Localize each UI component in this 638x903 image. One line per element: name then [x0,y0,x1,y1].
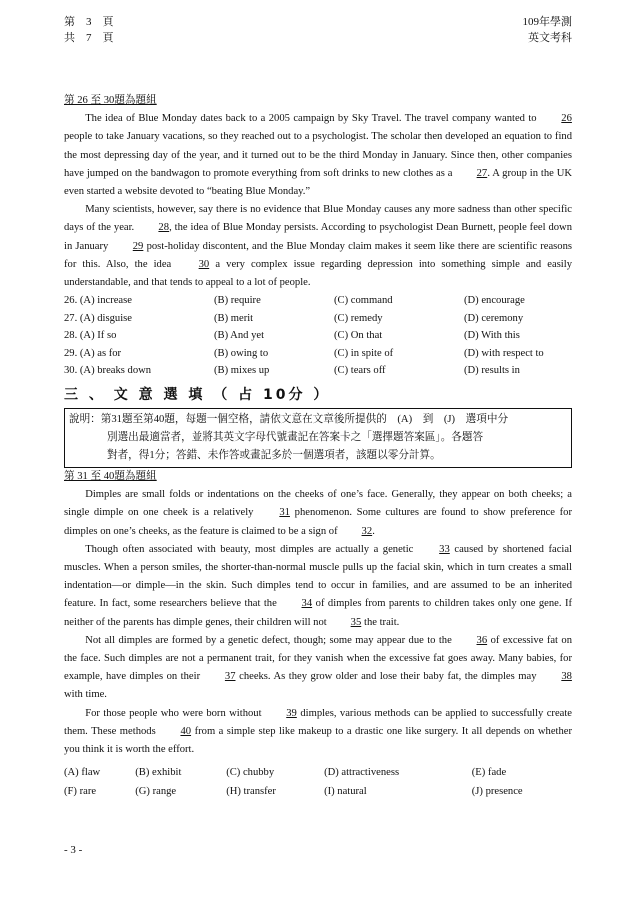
text-segment: Though often associated with beauty, most dimples are actually a genetic [85,543,418,555]
text-segment: Not all dimples are formed by a genetic defect, though; some may appear due to the [85,634,456,646]
option-cell: (C) in spite of [334,347,394,359]
option-cell: (B) mixes up [214,365,270,377]
choice-e: (E) fade [471,767,507,779]
option-cell: (D) ceremony [464,312,524,324]
group-label-26-30: 第 26 至 30題為題組 [64,95,157,106]
passage2-paragraph3 [64,632,572,705]
blank-28: 28 [158,222,170,234]
option-row-26 [64,292,572,310]
blank-26: 26 [561,113,572,125]
blank-31: 31 [279,507,290,519]
choices-row [64,782,572,801]
choice-d: (D) attractiveness [324,767,400,779]
passage2-paragraph2 [64,541,572,632]
passage1-paragraph2 [64,201,572,292]
choice-f: (F) rare [64,786,97,798]
blank-27: 27 [476,167,488,179]
text-segment: Dimples are small folds or indentations on the cheeks of one’s face. Generally, they appear on both cheeks; a single dimple on one cheek is a relatively [64,489,572,519]
instruction-line: 別選出最適當者，並將其英文字母代號畫記在答案卡之「選擇題答案區」。各題答 [107,431,484,443]
option-row-30 [64,362,572,380]
option-row-29 [64,345,572,363]
text-segment: , the idea of Blue Monday persists. According to psychologist Dean Burnett, people feel down in January [64,222,572,252]
text-segment: of excessive fat on the face. Such dimples are not a permanent trait, for they vanish when the excessive fat goes away. Many babies, for example, have dimples on their [64,634,572,683]
option-cell: 27. (A) disguise [64,312,132,324]
text-segment: The idea of Blue Monday dates back to a 2005 campaign by Sky Travel. The travel company wanted to [85,113,540,125]
blank-40: 40 [180,725,192,737]
choice-c: (C) chubby [226,767,275,779]
blank-30: 30 [198,258,210,270]
text-segment: from a simple step like makeup to a drastic one like surgery. It all depends on whether you think it is worth the effort. [64,725,572,755]
text-segment: For those people who were born without [85,707,265,719]
text-segment: . [372,525,375,537]
section-title: 三 、 文 意 選 填 （ 占 10分 ） [64,386,331,403]
option-cell: (B) require [214,295,261,307]
page-info [64,14,114,46]
option-cell: (B) merit [214,312,254,324]
option-cell: (D) encourage [464,295,525,307]
text-segment: with time. [64,689,107,701]
total-pages-label: 共 7 頁 [64,32,114,44]
blank-33: 33 [439,543,450,555]
option-cell: (C) remedy [334,312,383,324]
choices-table-31-40 [64,763,572,801]
text-segment: the trait. [361,616,400,628]
blank-39: 39 [286,707,297,719]
option-cell: 29. (A) as for [64,347,122,359]
option-cell: (B) And yet [214,330,265,342]
option-cell: (B) owing to [214,347,269,359]
option-cell: (C) On that [334,330,383,342]
options-table-26-30 [64,292,572,380]
option-cell: (D) with respect to [464,347,544,359]
text-segment: people to take January vacations, so they reached out to a psychologist. The scholar then developed an equation to find the most depressing day of the year, and it turned out to be the third Monday in January. Since then, other companies have jumped on the bandwagon to promote everything from soft drinks to new clothes as a [64,131,572,179]
text-segment: of dimples from parents to children takes only one gene. If neither of the parents has dimple genes, their children will not [64,598,573,628]
choice-i: (I) natural [324,786,367,798]
exam-info [523,14,573,46]
passage1-paragraph1 [64,110,572,201]
option-cell: (D) results in [464,365,520,377]
option-row-27 [64,310,572,328]
option-cell: (D) With this [464,330,520,342]
choice-j: (J) presence [471,786,523,798]
choice-g: (G) range [135,786,177,798]
choice-h: (H) transfer [226,786,276,798]
text-segment: caused by shortened facial muscles. When a person smiles, the shorter-than-normal muscle pulls up the facial skin, which in turn creates a small indentation—or dimple—in the skin. Such dimples tend to occur in families, and are assumed to be an inherited feature. In fact, some researchers believe that the [64,543,572,610]
page-number-label: 第 3 頁 [64,16,114,28]
instruction-box [64,408,572,468]
blank-35: 35 [350,616,362,628]
passage2-paragraph4 [64,705,572,760]
option-cell: 26. (A) increase [64,295,132,307]
group-label-31-40: 第 31 至 40題為題組 [64,470,157,482]
blank-38: 38 [561,671,572,683]
option-row-28 [64,327,572,345]
choice-a: (A) flaw [64,767,101,779]
option-cell: (C) command [334,295,393,307]
text-segment: dimples, various methods can be applied to successfully create them. These methods [64,707,572,737]
option-cell: 30. (A) breaks down [64,365,152,377]
choices-row [64,763,572,782]
blank-29: 29 [132,240,144,252]
exam-title: 109年學測 [522,16,572,28]
text-segment: . A group in the UK even started a website devoted to “beating Blue Monday.” [64,167,572,198]
subject-label: 英文考科 [528,32,572,44]
text-segment: a very complex issue regarding depression into something simple and easily understandable, and that tends to appeal to a lot of people. [64,258,572,289]
page-footer-number: - 3 - [64,844,83,856]
option-cell: 28. (A) If so [64,330,117,342]
main-content [64,92,572,801]
choice-b: (B) exhibit [135,767,182,779]
text-segment: Many scientists, however, say there is no evidence that Blue Monday causes any more sadness than other specific days of the year. [64,204,572,234]
text-segment: cheeks. As they grow older and lose their baby fat, the dimples may [235,671,541,683]
passage2-paragraph1 [64,486,572,541]
instruction-line: 對者，得1分；答錯、未作答或畫記多於一個選項者，該題以零分計算。 [107,449,441,461]
blank-36: 36 [476,634,488,646]
instruction-line: 說明：第31題至第40題，每題一個空格，請依文意在文章後所提供的 (A) 到 (J) 選項中分 [69,413,509,425]
option-cell: (C) tears off [334,365,386,377]
text-segment: phenomenon. Some cultures are found to show preference for dimples on one’s cheeks, as the feature is claimed to be a sign of [64,507,572,537]
text-segment: post-holiday discontent, and the Blue Monday claim makes it seem like there are scientific reasons for this. Also, the idea [64,240,572,270]
blank-32: 32 [361,525,373,537]
blank-34: 34 [301,598,313,610]
blank-37: 37 [224,671,236,683]
